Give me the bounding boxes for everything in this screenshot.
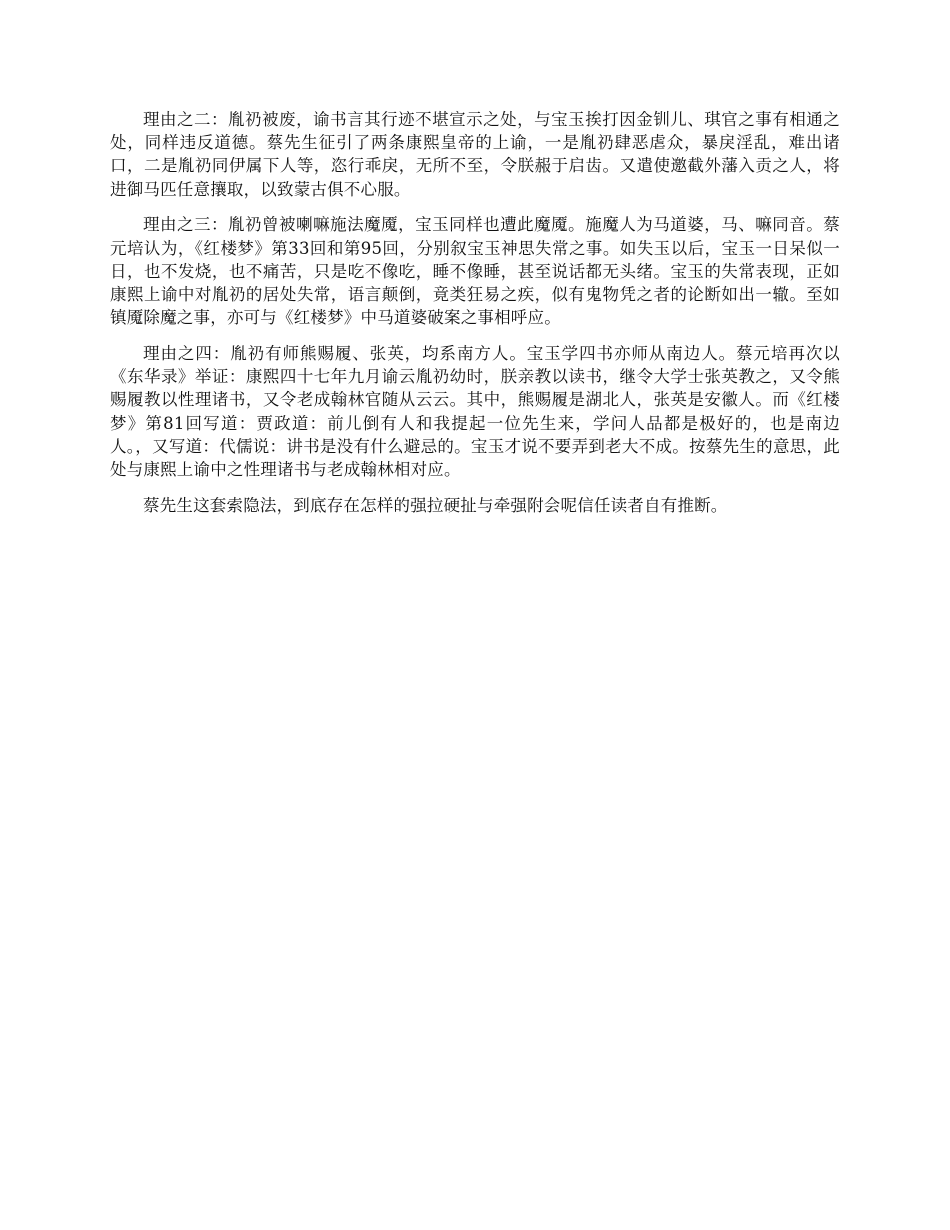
paragraph-reason-three: 理由之三：胤礽曾被喇嘛施法魔魇，宝玉同样也遭此魔魇。施魔人为马道婆，马、嘛同音。蔡元培认为，《红楼梦》第33回和第95回，分别叙宝玉神思失常之事。如失玉以后，宝玉一日呆似一日，也不发烧，也不痛苦，只是吃不像吃，睡不像睡，甚至说话都无头绪。宝玉的失常表现，正如康熙上谕中对胤礽的居处失常，语言颠倒，竟类狂易之疾，似有鬼物凭之者的论断如出一辙。至如镇魇除魔之事，亦可与《红楼梦》中马道婆破案之事相呼应。	[110, 215, 840, 328]
paragraph-conclusion: 蔡先生这套索隐法，到底存在怎样的强拉硬扯与牵强附会呢信任读者自有推断。	[143, 495, 728, 515]
document-body	[110, 108, 840, 530]
paragraph-reason-four: 理由之四：胤礽有师熊赐履、张英，均系南方人。宝玉学四书亦师从南边人。蔡元培再次以《东华录》举证：康熙四十七年九月谕云胤礽幼时，朕亲教以读书，继令大学士张英教之，又令熊赐履教以性理诸书，又令老成翰林官随从云云。其中，熊赐履是湖北人，张英是安徽人。而《红楼梦》第81回写道：贾政道：前儿倒有人和我提起一位先生来，学问人品都是极好的，也是南边人。，又写道：代儒说：讲书是没有什么避忌的。宝玉才说不要弄到老大不成。按蔡先生的意思，此处与康熙上谕中之性理诸书与老成翰林相对应。	[110, 344, 840, 480]
paragraph-reason-two: 理由之二：胤礽被废，谕书言其行迹不堪宣示之处，与宝玉挨打因金钏儿、琪官之事有相通之处，同样违反道德。蔡先生征引了两条康熙皇帝的上谕，一是胤礽肆恶虐众，暴戾淫乱，难出诸口，二是胤礽同伊属下人等，恣行乖戾，无所不至，令朕赧于启齿。又遣使邀截外藩入贡之人，将进御马匹任意攘取，以致蒙古俱不心服。	[110, 110, 840, 199]
